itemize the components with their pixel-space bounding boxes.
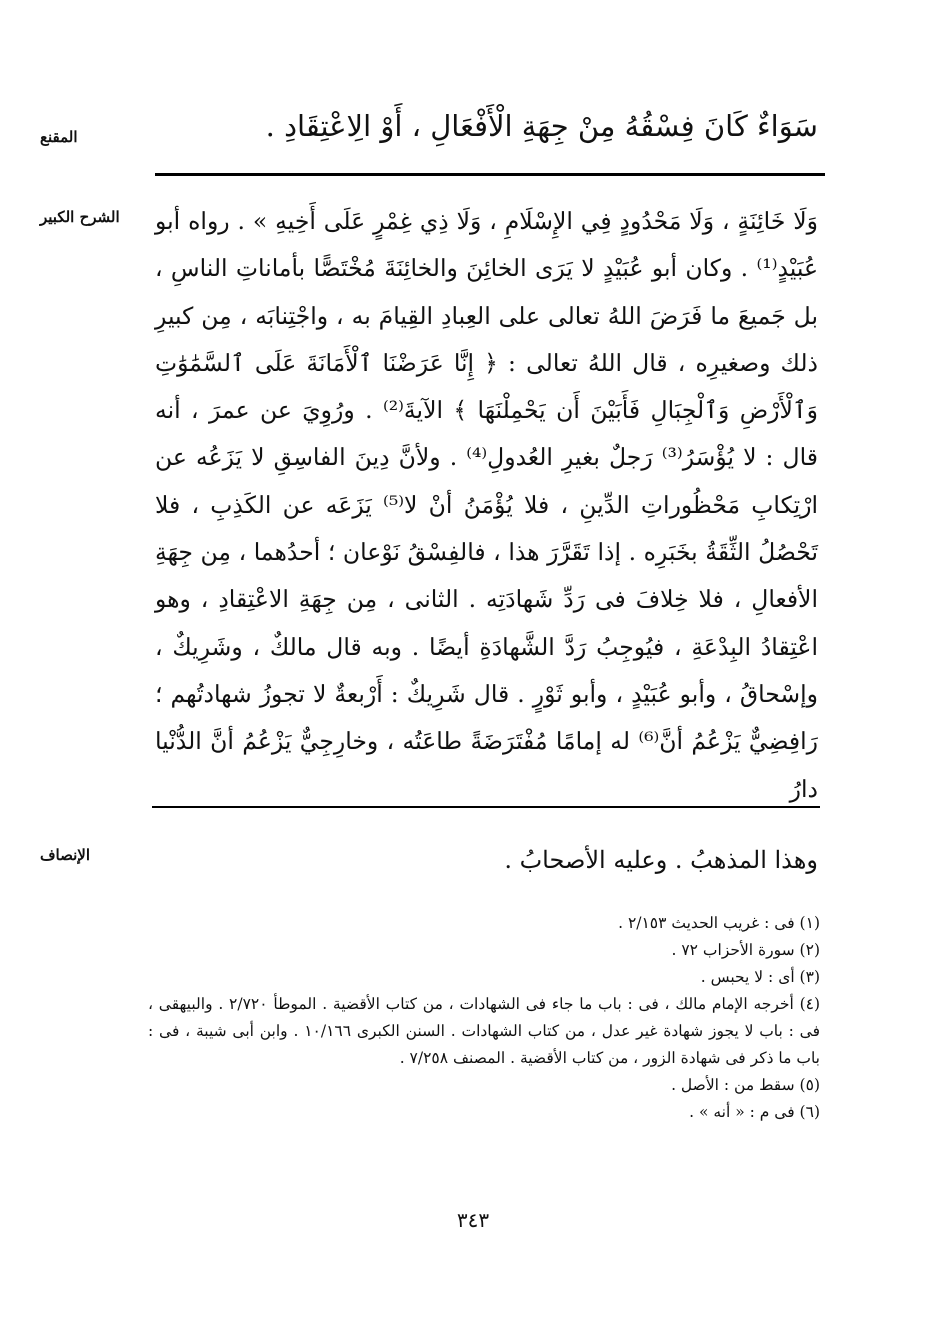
muqni-label: المقنع [40, 128, 78, 146]
sharh-label: الشرح الكبير [40, 208, 120, 226]
footnotes [148, 910, 820, 1126]
side-label-insaf [40, 846, 150, 864]
section-divider-top [155, 173, 825, 176]
section-divider-middle [152, 806, 820, 808]
footnote-1: (١) فى : غريب الحديث ٢/١٥٣ . [618, 914, 820, 932]
sharh-paragraph: وَلَا خَائِنَةٍ ، وَلَا مَحْدُودٍ فِي الإِسْلَامِ ، وَلَا ذِي غِمْرٍ عَلَى أَخِيهِ » . رواه أبو عُبَيْدٍ⁽¹⁾ . وكان أبو عُبَيْدٍ لا يَرَى الخائِنَ والخائِنَةَ مُخْتَصًّا بأماناتِ الناسِ ، بل جَميعَ ما فَرَضَ اللهُ تعالى على العِبادِ القِيامَ به ، واجْتِنابَه ، مِن كبيرِ ذلك وصغيرِه ، قال اللهُ تعالى : ﴿ إِنَّا عَرَضْنَا ٱلْأَمَانَةَ عَلَى ٱلسَّمَٰوَٰتِ وَٱلْأَرْضِ وَٱلْجِبَالِ فَأَبَيْنَ أَن يَحْمِلْنَهَا ﴾ الآيةَ⁽²⁾ . ورُوِيَ عن عمرَ ، أنه قال : لا يُؤْسَرُ⁽³⁾ رَجلٌ بغيرِ العُدولِ⁽⁴⁾ . ولأنَّ دِينَ الفاسِقِ لا يَزَعُه عن ارْتِكابِ مَحْظُوراتِ الدِّينِ ، فلا يُؤْمَنُ أنْ لا⁽⁵⁾ يَزَعَه عن الكَذِبِ ، فلا تَحْصُلُ الثِّقَةُ بخَبَرِه . إذا تَقَرَّرَ هذا ، فالفِسْقُ نَوْعان ؛ أحدُهما ، مِن جِهَةِ الأفعالِ ، فلا خِلافَ فى رَدِّ شَهادَتِه . الثانى ، مِن جِهَةِ الاعْتِقادِ ، وهو اعْتِقادُ البِدْعَةِ ، فيُوجِبُ رَدَّ الشَّهادَةِ أيضًا . وبه قال مالكٌ ، وشَرِيكٌ ، وإسْحاقُ ، وأبو عُبَيْدٍ ، وأبو ثَوْرٍ . قال شَرِيكٌ : أَرْبعةٌ لا تجوزُ شهادتُهم ؛ رَافِضِيٌّ يَزْعُمُ أنَّ⁽⁶⁾ له إمامًا مُفْتَرَضَةً طاعَتُه ، وخارِجِيٌّ يَزْعُمُ أنَّ الدُّنْيا دارُ [155, 207, 818, 803]
page-number: ٣٤٣ [456, 1208, 490, 1232]
footnote-2: (٢) سورة الأحزاب ٧٢ . [671, 941, 820, 959]
side-label-sharh [40, 208, 150, 226]
matn-line: سَوَاءٌ كَانَ فِسْقُهُ مِنْ جِهَةِ الْأَفْعَالِ ، أَوْ الِاعْتِقَادِ . [265, 109, 818, 143]
insaf-paragraph: وهذا المذهبُ . وعليه الأصحابُ . [504, 846, 818, 874]
footnote-3: (٣) أى : لا يحبس . [700, 968, 820, 986]
insaf-label: الإنصاف [40, 846, 91, 864]
footnote-4: (٤) أخرجه الإمام مالك ، فى : باب ما جاء فى الشهادات ، من كتاب الأقضية . الموطأ ٢/٧٢٠ . والبيهقى ، فى : باب لا يجوز شهادة غير عدل ، من كتاب الشهادات . السنن الكبرى ١٠/١٦٦ . وابن أبى شيبة ، فى : باب ما ذكر فى شهادة الزور ، من كتاب الأقضية . المصنف ٧/٢٥٨ . [148, 995, 821, 1067]
insaf-body [155, 838, 818, 882]
footnote-5: (٥) سقط من : الأصل . [671, 1076, 820, 1094]
sharh-body [155, 198, 818, 813]
footnote-6: (٦) فى م : « أنه » . [689, 1103, 820, 1121]
side-label-muqni [40, 128, 150, 146]
